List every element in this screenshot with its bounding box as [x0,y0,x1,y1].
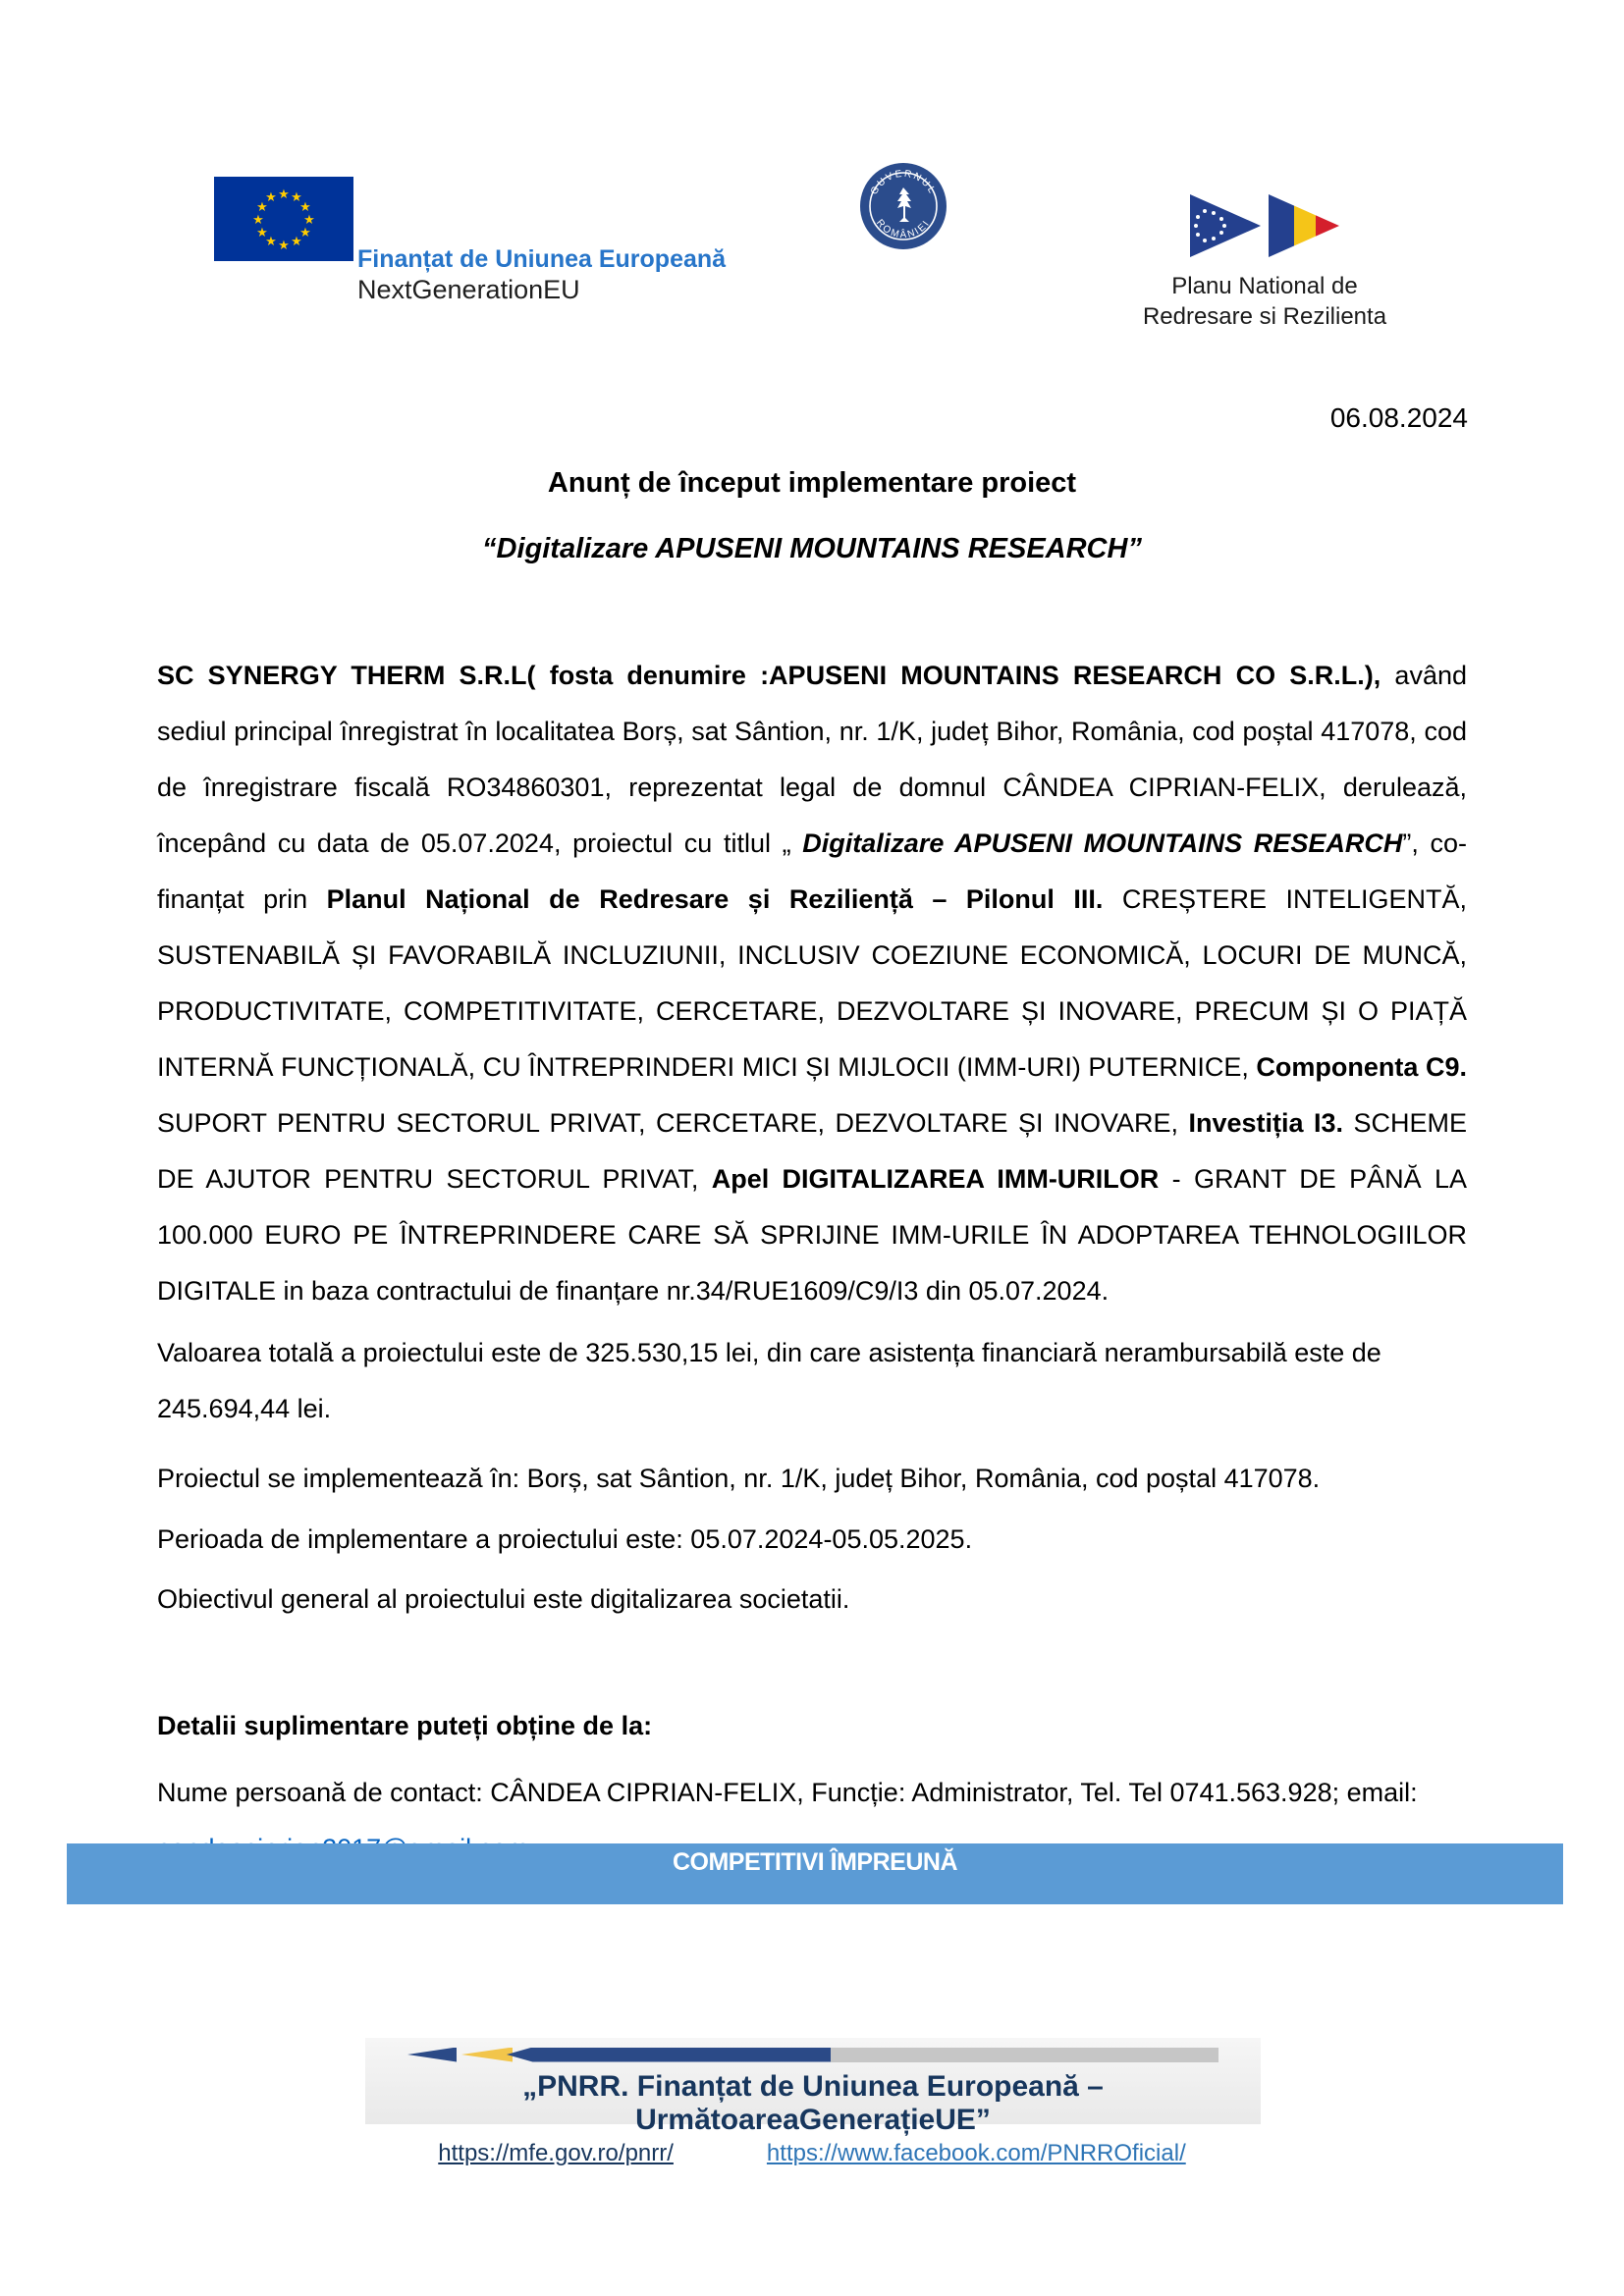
document-date: 06.08.2024 [1329,402,1468,433]
svg-text:★: ★ [256,200,268,215]
pencil-tip-yellow [461,2048,513,2062]
svg-text:★: ★ [278,187,290,202]
competitivi-banner [67,1843,1563,1904]
paragraph-implementation-period: Perioada de implementare a proiectului este: 05.07.2024-05.05.2025. [157,1524,973,1554]
pencil-body-gray [831,2048,1218,2062]
footer-slogan: „PNRR. Finanțat de Uniunea Europeană – UrmătoareaGenerațieUE” [522,2070,1104,2136]
banner-text: COMPETITIVI ÎMPREUNĂ [672,1848,957,1876]
svg-text:★: ★ [303,213,315,228]
eu-funding-label: Finanțat de Uniunea Europeană [357,245,727,273]
svg-text:★: ★ [299,200,311,215]
paragraph-details-heading: Detalii suplimentare puteți obține de la: [157,1711,653,1740]
paragraph-project-description: SC SYNERGY THERM S.R.L( fosta denumire :APUSENI MOUNTAINS RESEARCH CO S.R.L.), având sediul principal înregistrat în localitatea Borș, sat Sântion, nr. 1/K, județ Bihor, România, cod poștal 417078, cod de înregistrare fiscală RO34860301, reprezentat legal de domnul CÂNDEA CIPRIAN-FELIX, derulează, începând cu data de 05.07.2024, proiectul cu titlul „ Digitalizare APUSENI MOUNTAINS RESEARCH”, co-finanțat prin Planul Național de Redresare și Reziliență – Pilonul III. CREȘTERE INTELIGENTĂ, SUSTENABILĂ ȘI FAVORABILĂ INCLUZIUNII, INCLUSIV COEZIUNE ECONOMICĂ, LOCURI DE MUNCĂ, PRODUCTIVITATE, COMPETITIVITATE, CERCETARE, DEZVOLTARE ȘI INOVARE, PRECUM ȘI O PIAȚĂ INTERNĂ FUNCȚIONALĂ, CU ÎNTREPRINDERI MICI ȘI MIJLOCII (IMM-URI) PUTERNICE, Componenta C9. SUPORT PENTRU SECTORUL PRIVAT, CERCETARE, DEZVOLTARE ȘI INOVARE, Investiția I3. SCHEME DE AJUTOR PENTRU SECTORUL PRIVAT, Apel DIGITALIZAREA IMM-URILOR - GRANT DE PÂNĂ LA 100.000 EURO PE ÎNTREPRINDERE CARE SĂ SPRIJINE IMM-URILE ÎN ADOPTAREA TEHNOLOGIILOR DIGITALE in baza contractului de finanțare nr.34/RUE1609/C9/I3 din 05.07.2024. [157,661,1468,1306]
svg-text:★: ★ [265,235,277,249]
page-title: Anunț de început implementare proiect [547,467,1077,499]
svg-text:★: ★ [278,239,290,253]
svg-text:★: ★ [299,226,311,240]
svg-text:★: ★ [291,235,302,249]
svg-text:GUVERNUL: GUVERNUL [868,168,939,197]
pnrr-pencil-icon [365,2047,1261,2062]
pnrr-label: Planu National de Redresare si Rezilienta [1142,273,1387,330]
svg-text:★: ★ [252,213,264,228]
eu-flag-icon [214,177,353,261]
nextgeneration-label: NextGenerationEU [357,275,580,304]
footer-links [0,2140,1624,2167]
svg-text:ROMÂNIEI: ROMÂNIEI [874,217,933,241]
project-title: “Digitalizare APUSENI MOUNTAINS RESEARCH” [482,533,1142,564]
pnrr-flags-icon [1190,194,1339,257]
document-body [157,648,1467,1877]
svg-text:★: ★ [265,190,277,205]
contact-text: Nume persoană de contact: CÂNDEA CIPRIAN-FELIX, Funcție: Administrator, Tel. Tel 0741.563.928; email: [157,1778,1418,1807]
footer-link-mfe[interactable]: https://mfe.gov.ro/pnrr/ [438,2140,674,2166]
pnrr-footer-panel [365,2038,1261,2136]
paragraph-general-objective: Obiectivul general al proiectului este digitalizarea societatii. [157,1584,850,1614]
eu-funding-logo [214,177,727,304]
svg-text:★: ★ [291,190,302,205]
pencil-body-navy [507,2048,831,2062]
pencil-tip-navy [407,2048,457,2062]
pnrr-logo [1139,194,1390,332]
svg-text:★: ★ [256,226,268,240]
footer-link-facebook[interactable]: https://www.facebook.com/PNRROficial/ [766,2140,1186,2166]
paragraph-project-value: Valoarea totală a proiectului este de 325.530,15 lei, din care asistența financiară nerambursabilă este de 245.694,44 lei. [157,1338,1381,1423]
romanian-government-seal-icon [859,162,947,250]
paragraph-implementation-location: Proiectul se implementează în: Borș, sat Sântion, nr. 1/K, județ Bihor, România, cod poștal 417078. [157,1464,1321,1493]
